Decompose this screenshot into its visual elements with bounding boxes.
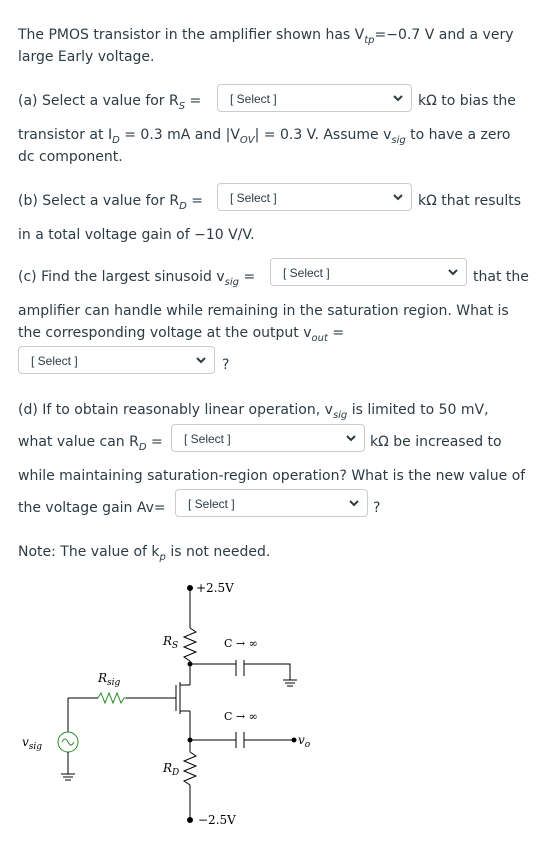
part-d-line3: while maintaining saturation-region operation? What is the new value of [18,468,526,484]
select-placeholder: [ Select ] [283,266,330,280]
part-d-question-mark: ? [373,500,381,516]
chevron-down-icon [391,91,405,105]
cap2-label: C → ∞ [224,710,258,723]
part-c-post: that the [473,269,529,285]
note-text: Note: The value of $k_p$ is not needed. [18,544,271,563]
part-b-line2: in a total voltage gain of −10 V/V. [18,227,255,243]
chevron-down-icon [344,431,358,445]
rd-resistor [184,752,196,785]
vss-label: −2.5V [198,813,236,827]
chevron-down-icon [347,496,361,510]
vsig-label: $v_{sig}$ [22,735,43,752]
select-placeholder: [ Select ] [184,432,231,446]
select-placeholder: [ Select ] [188,497,235,511]
part-c-label: (c) Find the largest sinusoid $v_{sig}$ = [18,269,256,288]
part-b-unit: kΩ that results [418,193,522,209]
part-c-question-mark: ? [222,357,230,373]
intro-text-line2: large Early voltage. [18,49,155,65]
part-d-line2: what value can $R_D$ = [18,434,163,453]
part-a-rs-select[interactable] [217,84,412,112]
rsig-resistor [98,693,126,703]
rsig-label: $R_{sig}$ [98,671,121,688]
part-d-line1: (d) If to obtain reasonably linear operation, $v_{sig}$ is limited to 50 mV, [18,402,489,421]
amplifier-circuit-diagram [0,570,557,840]
part-d-rd-select[interactable] [171,424,365,452]
select-placeholder: [ Select ] [230,92,277,106]
intro-text: The PMOS transistor in the amplifier shown has $V_{tp}=-0.7$ V and a very [18,27,514,46]
cap1-label: C → ∞ [224,637,258,650]
part-b-rd-select[interactable] [217,183,412,211]
chevron-down-icon [391,190,405,204]
part-d-line4: the voltage gain Av= [18,500,166,516]
chevron-down-icon [194,353,208,367]
part-d-unit: kΩ be increased to [370,434,502,450]
rd-label: $R_D$ [163,761,180,778]
chevron-down-icon [446,265,460,279]
part-d-gain-select[interactable] [175,489,368,517]
vo-label: $v_o$ [298,733,311,750]
part-b-label: (b) Select a value for $R_D$ = [18,193,203,212]
select-placeholder: [ Select ] [31,354,78,368]
part-c-vsig-select[interactable] [270,258,467,286]
rs-resistor [184,628,196,661]
part-c-vout-select[interactable] [18,346,215,374]
vdd-label: +2.5V [196,581,234,595]
part-a-line3: dc component. [18,149,123,165]
part-a-unit: kΩ to bias the [418,93,516,109]
part-c-line3: the corresponding voltage at the output $v_{out}$ = [18,325,345,344]
select-placeholder: [ Select ] [230,191,277,205]
part-a-line2: transistor at $I_D = 0.3$ mA and $|V_{OV}| = 0.3$ V. Assume $v_{sig}$ to have a zero [18,127,511,146]
vdd-node [188,586,193,591]
part-a-label: (a) Select a value for $R_S$ = [18,93,202,112]
part-c-line2: amplifier can handle while remaining in the saturation region. What is [18,303,509,319]
rs-label: $R_S$ [163,634,179,651]
